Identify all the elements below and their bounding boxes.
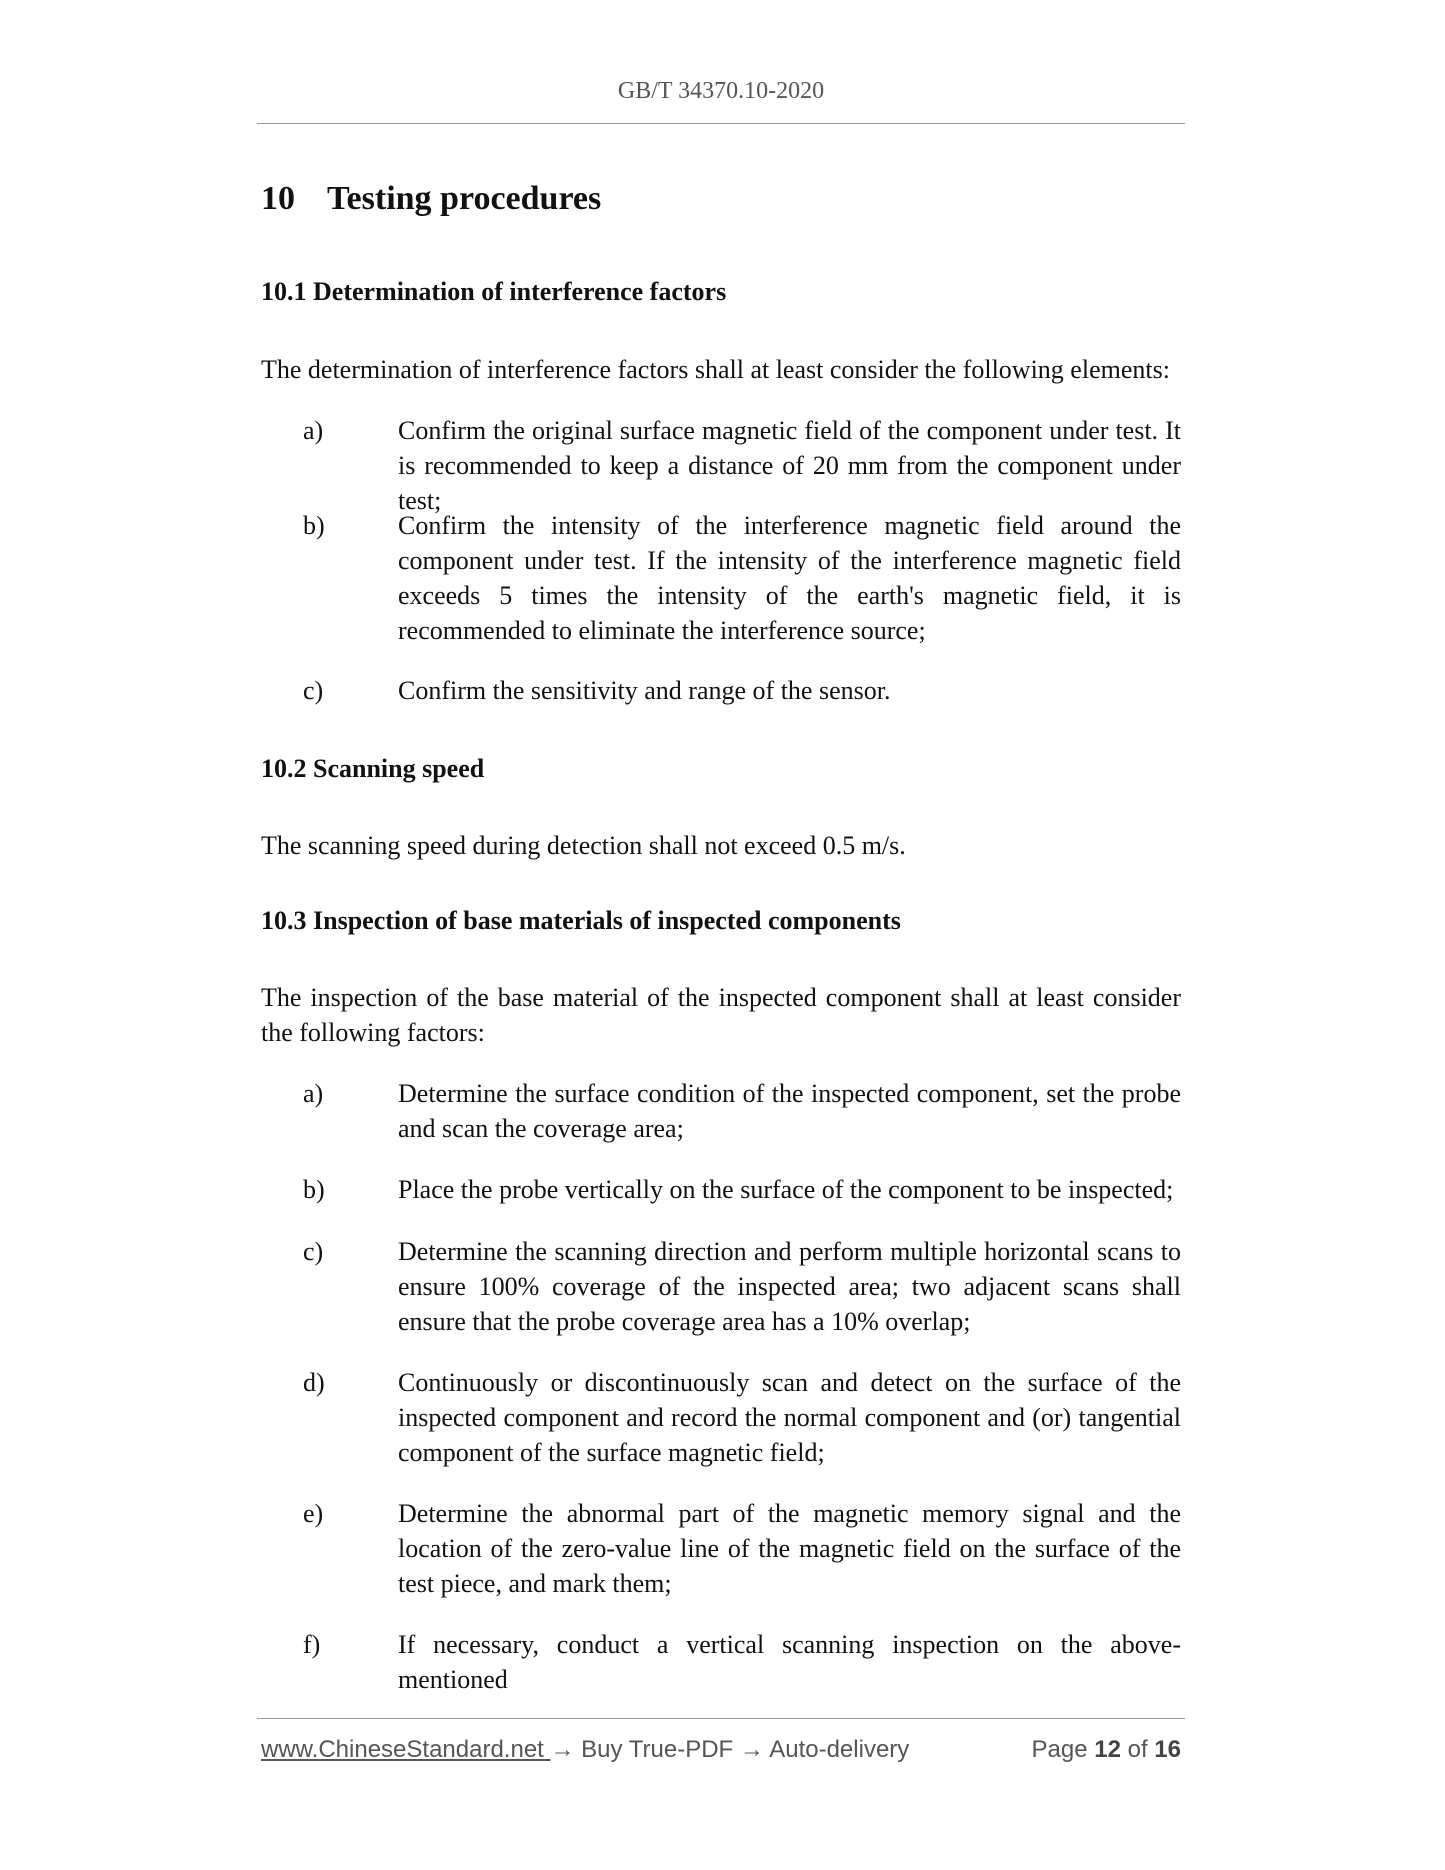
list-marker: c) <box>303 1237 324 1266</box>
page-label: Page <box>1031 1736 1088 1763</box>
section-heading <box>261 180 601 218</box>
delivery-text: Auto-delivery <box>763 1736 910 1763</box>
list-item <box>303 1365 1181 1470</box>
list-marker: d) <box>303 1368 325 1397</box>
footer-divider <box>257 1718 1185 1719</box>
document-code: GB/T 34370.10-2020 <box>617 78 825 104</box>
arrow-icon: → <box>739 1736 764 1763</box>
list-marker: a) <box>303 416 324 445</box>
header-divider <box>257 123 1185 124</box>
section-number: 10 <box>261 180 295 217</box>
list-item-text: Continuously or discontinuously scan and detect on the surface of the inspected component and record the normal component and (or) tangential component of the surface magnetic field; <box>398 1368 1181 1467</box>
page-number <box>1032 1736 1182 1764</box>
page-footer <box>261 1736 1181 1772</box>
list-item-text: Determine the abnormal part of the magnetic memory signal and the location of the zero-value line of the magnetic field on the surface of the test piece, and mark them; <box>398 1499 1181 1598</box>
subsection-heading-10-1: 10.1 Determination of interference factors <box>261 277 727 306</box>
list-item-text: Confirm the sensitivity and range of the sensor. <box>398 676 891 705</box>
list-item-text: Determine the scanning direction and perform multiple horizontal scans to ensure 100% coverage of the inspected area; two adjacent scans shall ensure that the probe coverage area has a 10% overlap; <box>398 1237 1181 1336</box>
current-page: 12 <box>1094 1736 1121 1763</box>
list-item-text: If necessary, conduct a vertical scanning inspection on the above-mentioned <box>398 1630 1181 1694</box>
list-item <box>303 413 1181 518</box>
paragraph-10-2-body: The scanning speed during detection shall not exceed 0.5 m/s. <box>261 831 906 860</box>
section-title: Testing procedures <box>327 180 602 217</box>
list-marker: a) <box>303 1079 324 1108</box>
of-label: of <box>1127 1736 1148 1763</box>
total-pages: 16 <box>1154 1736 1181 1763</box>
list-marker: b) <box>303 511 325 540</box>
paragraph-10-1-intro: The determination of interference factors shall at least consider the following elements: <box>261 355 1170 384</box>
buy-text: Buy True-PDF <box>574 1736 740 1763</box>
list-item-text: Place the probe vertically on the surface of the component to be inspected; <box>398 1175 1174 1204</box>
list-item <box>303 1627 1181 1697</box>
paragraph-10-3-intro: The inspection of the base material of the inspected component shall at least consider the following factors: <box>261 983 1181 1047</box>
list-item <box>303 1496 1181 1601</box>
arrow-icon: → <box>550 1736 575 1763</box>
subsection-heading-10-3: 10.3 Inspection of base materials of inspected components <box>261 906 901 935</box>
subsection-heading-10-2: 10.2 Scanning speed <box>261 754 485 783</box>
site-link[interactable]: www.ChineseStandard.net <box>261 1736 551 1763</box>
list-item <box>303 508 1181 648</box>
list-item <box>303 1172 1181 1207</box>
list-marker: f) <box>303 1630 321 1659</box>
list-item <box>303 1234 1181 1339</box>
list-marker: b) <box>303 1175 325 1204</box>
list-item <box>303 1076 1181 1146</box>
list-item-text: Confirm the intensity of the interference magnetic field around the component under test. If the intensity of the interference magnetic field exceeds 5 times the intensity of the earth's magnetic field, it is recommended to eliminate the interference source; <box>398 511 1181 645</box>
list-item-text: Confirm the original surface magnetic field of the component under test. It is recommended to keep a distance of 20 mm from the component under test; <box>398 416 1181 515</box>
list-item-text: Determine the surface condition of the inspected component, set the probe and scan the coverage area; <box>398 1079 1181 1143</box>
list-marker: e) <box>303 1499 324 1528</box>
footer-promo <box>261 1736 909 1764</box>
list-marker: c) <box>303 676 324 705</box>
list-item <box>303 673 1181 708</box>
